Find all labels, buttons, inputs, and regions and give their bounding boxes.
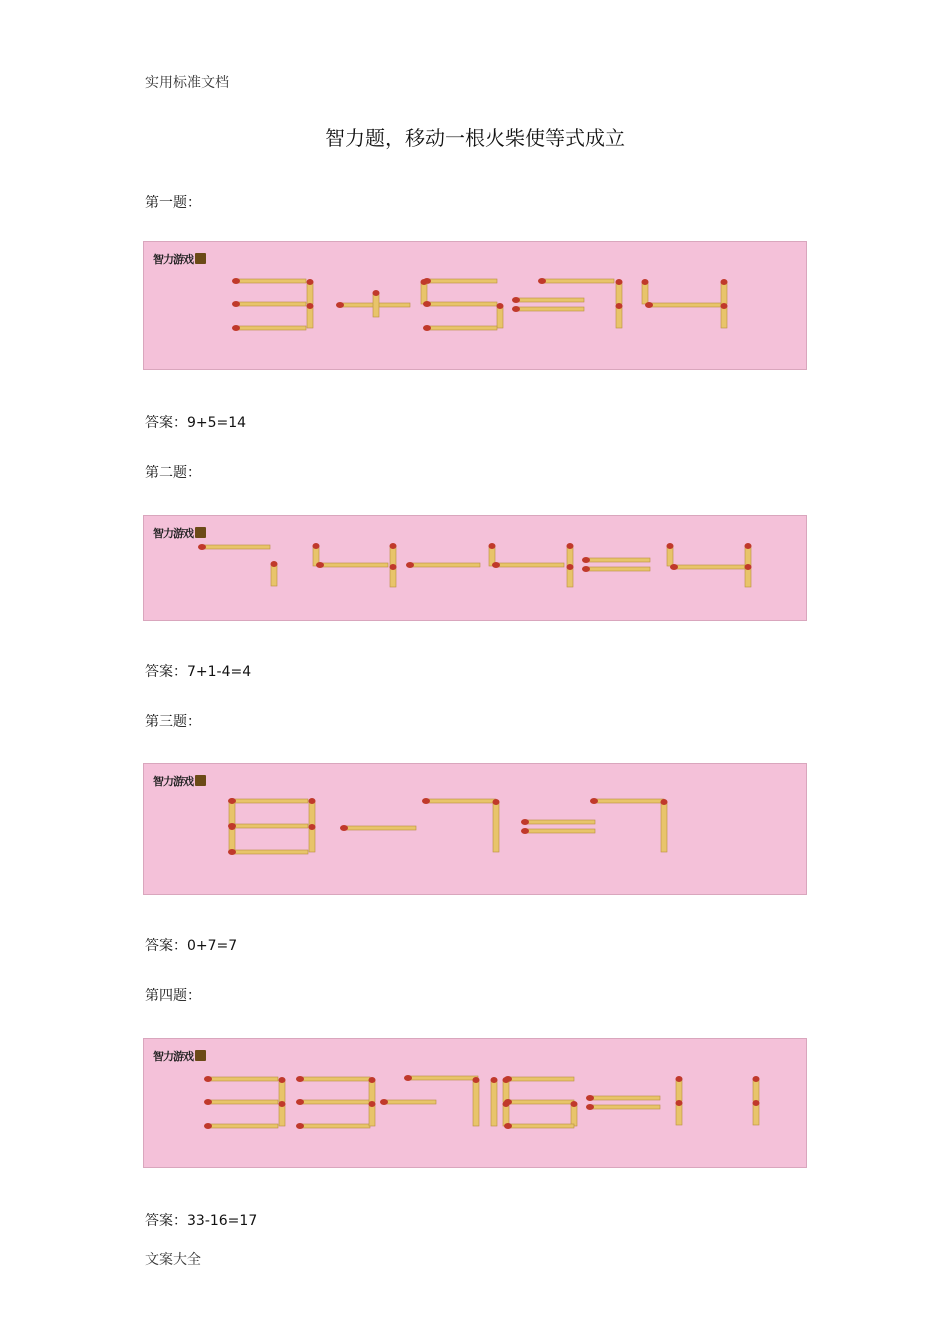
match-head xyxy=(590,798,598,804)
match-head xyxy=(232,325,240,331)
matchstick xyxy=(571,1104,577,1126)
puzzle-2-matchsticks xyxy=(144,516,808,622)
match-head xyxy=(521,828,529,834)
match-head xyxy=(404,1075,412,1081)
matchstick xyxy=(320,563,388,567)
match-head xyxy=(582,557,590,563)
matchstick xyxy=(279,1080,285,1102)
puzzle-2-answer: 答案：7+1-4=4 xyxy=(145,664,252,680)
match-head xyxy=(296,1076,304,1082)
puzzle-1-image xyxy=(143,241,807,370)
matchstick xyxy=(616,306,622,328)
matchstick xyxy=(753,1103,759,1125)
match-head xyxy=(232,301,240,307)
matchstick xyxy=(232,850,308,854)
match-head xyxy=(504,1123,512,1129)
match-head xyxy=(567,543,574,549)
matchstick xyxy=(721,306,727,328)
match-head xyxy=(538,278,546,284)
matchstick xyxy=(208,1077,278,1081)
match-head xyxy=(492,562,500,568)
matchstick xyxy=(373,293,379,317)
page-title: 智力题，移动一根火柴使等式成立 xyxy=(325,126,625,150)
match-head xyxy=(721,303,728,309)
matchstick xyxy=(208,1100,278,1104)
matchstick xyxy=(236,302,306,306)
match-head xyxy=(670,564,678,570)
match-head xyxy=(503,1101,510,1107)
match-head xyxy=(373,290,380,296)
match-head xyxy=(616,279,623,285)
logo: 智力游戏 xyxy=(153,525,206,539)
match-head xyxy=(571,1101,578,1107)
matchstick xyxy=(309,801,315,826)
matchstick xyxy=(753,1079,759,1101)
match-head xyxy=(296,1123,304,1129)
matchstick xyxy=(674,565,746,569)
match-head xyxy=(586,1104,594,1110)
matchstick xyxy=(427,302,497,306)
match-head xyxy=(753,1100,760,1106)
match-head xyxy=(567,564,574,570)
matchstick xyxy=(503,1104,509,1126)
matchstick xyxy=(427,326,497,330)
match-head xyxy=(204,1099,212,1105)
match-head xyxy=(198,544,206,550)
match-head xyxy=(642,279,649,285)
match-head xyxy=(503,1077,510,1083)
match-head xyxy=(423,325,431,331)
match-head xyxy=(390,543,397,549)
match-head xyxy=(309,798,316,804)
match-head xyxy=(667,543,674,549)
match-head xyxy=(676,1100,683,1106)
matchstick xyxy=(307,282,313,304)
matchstick xyxy=(384,1100,436,1104)
matchstick xyxy=(503,1080,509,1102)
puzzle-4-answer: 答案：33-16=17 xyxy=(145,1213,258,1229)
matchstick xyxy=(516,307,584,311)
match-head xyxy=(340,825,348,831)
matchstick xyxy=(586,558,650,562)
match-head xyxy=(369,1077,376,1083)
matchstick xyxy=(586,567,650,571)
matchstick xyxy=(594,799,664,803)
matchstick xyxy=(721,282,727,304)
match-head xyxy=(204,1123,212,1129)
matchstick xyxy=(676,1103,682,1125)
match-head xyxy=(316,562,324,568)
matchstick xyxy=(300,1077,370,1081)
match-head xyxy=(512,306,520,312)
matchstick xyxy=(208,1124,278,1128)
page-header: 实用标准文档 xyxy=(145,75,229,91)
puzzle-3-matchsticks xyxy=(144,764,808,896)
logo: 智力游戏 xyxy=(153,1048,206,1062)
matchstick xyxy=(508,1124,574,1128)
match-head xyxy=(204,1076,212,1082)
match-head xyxy=(497,303,504,309)
puzzle-1-matchsticks xyxy=(144,242,808,371)
matchstick xyxy=(309,827,315,852)
matchstick xyxy=(496,563,564,567)
matchstick xyxy=(421,282,427,304)
match-head xyxy=(279,1101,286,1107)
match-head xyxy=(493,799,500,805)
logo: 智力游戏 xyxy=(153,773,206,787)
puzzle-3-image xyxy=(143,763,807,895)
match-head xyxy=(309,824,316,830)
match-head xyxy=(521,819,529,825)
matchstick xyxy=(590,1105,660,1109)
match-head xyxy=(422,798,430,804)
matchstick xyxy=(427,279,497,283)
match-head xyxy=(661,799,668,805)
matchstick xyxy=(279,1104,285,1126)
matchstick xyxy=(426,799,496,803)
matchstick xyxy=(542,279,614,283)
logo: 智力游戏 xyxy=(153,251,206,265)
match-head xyxy=(489,543,496,549)
matchstick xyxy=(408,1076,478,1080)
match-head xyxy=(676,1076,683,1082)
match-head xyxy=(616,303,623,309)
matchstick xyxy=(590,1096,660,1100)
matchstick xyxy=(649,303,721,307)
matchstick xyxy=(271,564,277,586)
match-head xyxy=(232,278,240,284)
puzzle-3-answer: 答案：0+7=7 xyxy=(145,938,238,954)
matchstick xyxy=(307,306,313,328)
puzzle-4-label: 第四题： xyxy=(145,988,201,1004)
match-head xyxy=(421,279,428,285)
match-head xyxy=(721,279,728,285)
matchstick xyxy=(525,829,595,833)
matchstick xyxy=(236,279,306,283)
match-head xyxy=(307,279,314,285)
match-head xyxy=(271,561,278,567)
matchstick xyxy=(202,545,270,549)
match-head xyxy=(586,1095,594,1101)
match-head xyxy=(406,562,414,568)
matchstick xyxy=(525,820,595,824)
match-head xyxy=(512,297,520,303)
matchstick xyxy=(676,1079,682,1101)
match-head xyxy=(753,1076,760,1082)
matchstick xyxy=(229,801,235,826)
matchstick xyxy=(491,1080,497,1126)
match-head xyxy=(307,303,314,309)
matchstick xyxy=(229,827,235,852)
puzzle-1-answer: 答案：9+5=14 xyxy=(145,415,247,431)
puzzle-4-image xyxy=(143,1038,807,1168)
matchstick xyxy=(236,326,306,330)
match-head xyxy=(745,564,752,570)
matchstick xyxy=(300,1100,370,1104)
match-head xyxy=(369,1101,376,1107)
matchstick xyxy=(516,298,584,302)
matchstick xyxy=(344,826,416,830)
puzzle-1-label: 第一题： xyxy=(145,195,201,211)
match-head xyxy=(279,1077,286,1083)
match-head xyxy=(491,1077,498,1083)
match-head xyxy=(313,543,320,549)
match-head xyxy=(390,564,397,570)
matchstick xyxy=(642,282,648,304)
match-head xyxy=(228,849,236,855)
page-footer: 文案大全 xyxy=(145,1252,201,1268)
match-head xyxy=(229,798,236,804)
puzzle-3-label: 第三题： xyxy=(145,714,201,730)
puzzle-4-matchsticks xyxy=(144,1039,808,1169)
match-head xyxy=(582,566,590,572)
match-head xyxy=(380,1099,388,1105)
match-head xyxy=(645,302,653,308)
match-head xyxy=(336,302,344,308)
matchstick xyxy=(369,1104,375,1126)
matchstick xyxy=(473,1080,479,1126)
match-head xyxy=(229,824,236,830)
match-head xyxy=(423,301,431,307)
matchstick xyxy=(232,824,308,828)
match-head xyxy=(745,543,752,549)
matchstick xyxy=(616,282,622,304)
matchstick xyxy=(232,799,308,803)
matchstick xyxy=(369,1080,375,1102)
puzzle-2-label: 第二题： xyxy=(145,465,201,481)
matchstick xyxy=(497,306,503,328)
matchstick xyxy=(508,1077,574,1081)
match-head xyxy=(296,1099,304,1105)
matchstick xyxy=(661,802,667,852)
matchstick xyxy=(300,1124,370,1128)
matchstick xyxy=(508,1100,574,1104)
matchstick xyxy=(410,563,480,567)
puzzle-2-image xyxy=(143,515,807,621)
match-head xyxy=(473,1077,480,1083)
matchstick xyxy=(493,802,499,852)
